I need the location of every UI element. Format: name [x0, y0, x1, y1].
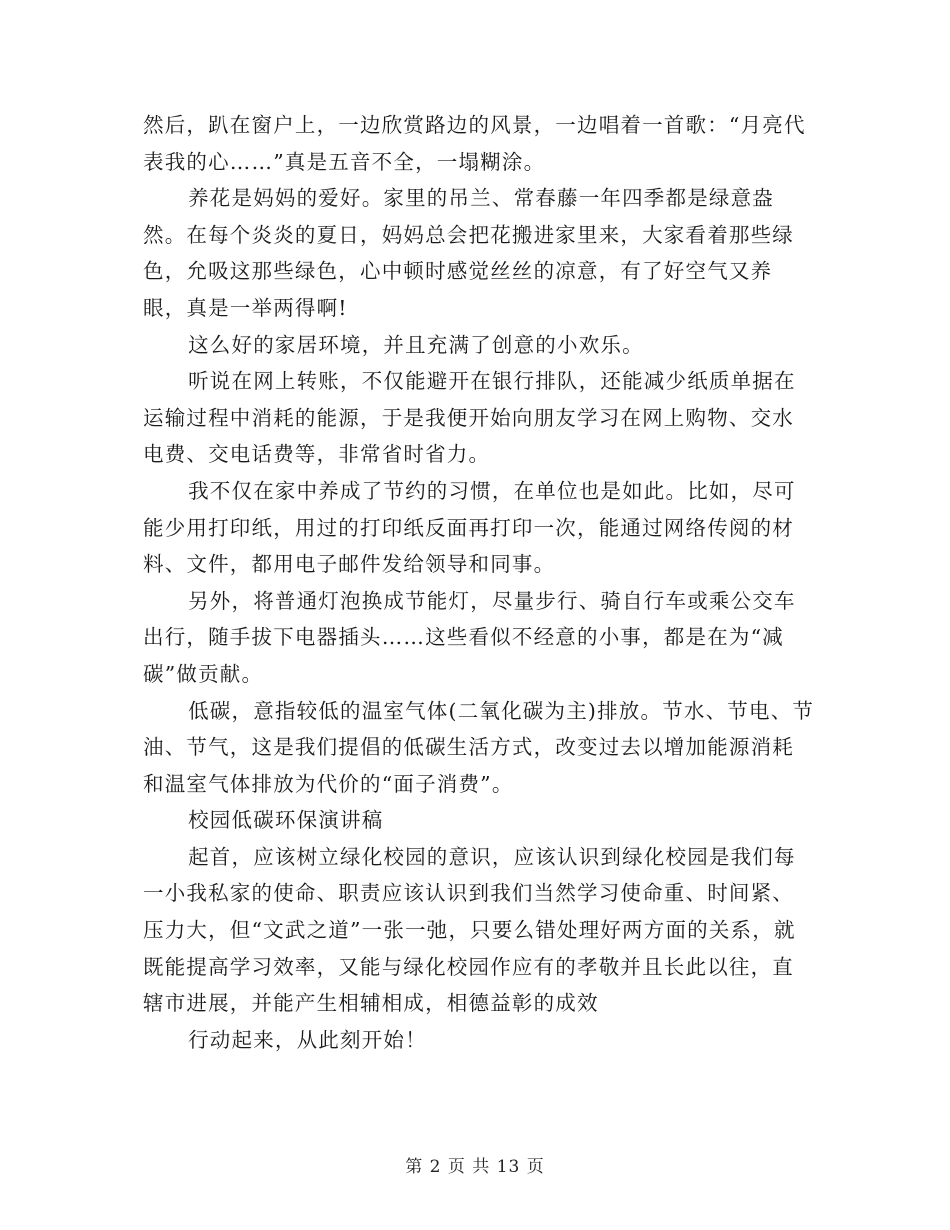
paragraph-call-to-action: 行动起来，从此刻开始！ — [188, 1027, 427, 1052]
paragraph-green-campus: 起首，应该树立绿化校园的意识，应该认识到绿化校园是我们每一小我私家的使命、职责应该认识到我们当然学习使命重、时间紧、压力大，但“文武之道”一张一弛，只要么错处理好两方面的关系，就既能提高学习效率，又能与绿化校园作应有的孝敬并且长此以往，直辖市进展，并能产生相辅相成，相德益彰的成效 — [143, 844, 796, 1016]
paragraph-energy-lamps: 另外，将普通灯泡换成节能灯，尽量步行、骑自行车或乘公交车出行，随手拔下电器插头……这些看似不经意的小事，都是在为“减碳”做贡献。 — [143, 588, 796, 686]
page-number-footer: 第 2 页 共 13 页 — [405, 1157, 545, 1177]
paragraph-online-transfer: 听说在网上转账，不仅能避开在银行排队，还能减少纸质单据在运输过程中消耗的能源，于是我便开始向朋友学习在网上购物、交水电费、交电话费等，非常省时省力。 — [143, 369, 796, 467]
paragraph-low-carbon-definition: 低碳，意指较低的温室气体(二氧化碳为主)排放。节水、节电、节油、节气，这是我们提倡的低碳生活方式，改变过去以增加能源消耗和温室气体排放为代价的“面子消费”。 — [143, 698, 815, 796]
paragraph-home-environment: 这么好的家居环境，并且充满了创意的小欢乐。 — [188, 332, 644, 357]
document-body — [143, 107, 815, 1058]
section-heading: 校园低碳环保演讲稿 — [188, 808, 384, 833]
paragraph-flowers: 养花是妈妈的爱好。家里的吊兰、常春藤一年四季都是绿意盎然。在每个炎炎的夏日，妈妈总会把花搬进家里来，大家看着那些绿色，允吸这那些绿色，心中顿时感觉丝丝的凉意，有了好空气又养眼，真是一举两得啊! — [143, 186, 794, 320]
paragraph-continuation: 然后，趴在窗户上，一边欣赏路边的风景，一边唱着一首歌：“月亮代表我的心……”真是五音不全，一塌糊涂。 — [143, 113, 806, 174]
paragraph-work-saving: 我不仅在家中养成了节约的习惯，在单位也是如此。比如，尽可能少用打印纸，用过的打印纸反面再打印一次，能通过网络传阅的材料、文件，都用电子邮件发给领导和同事。 — [143, 478, 796, 577]
